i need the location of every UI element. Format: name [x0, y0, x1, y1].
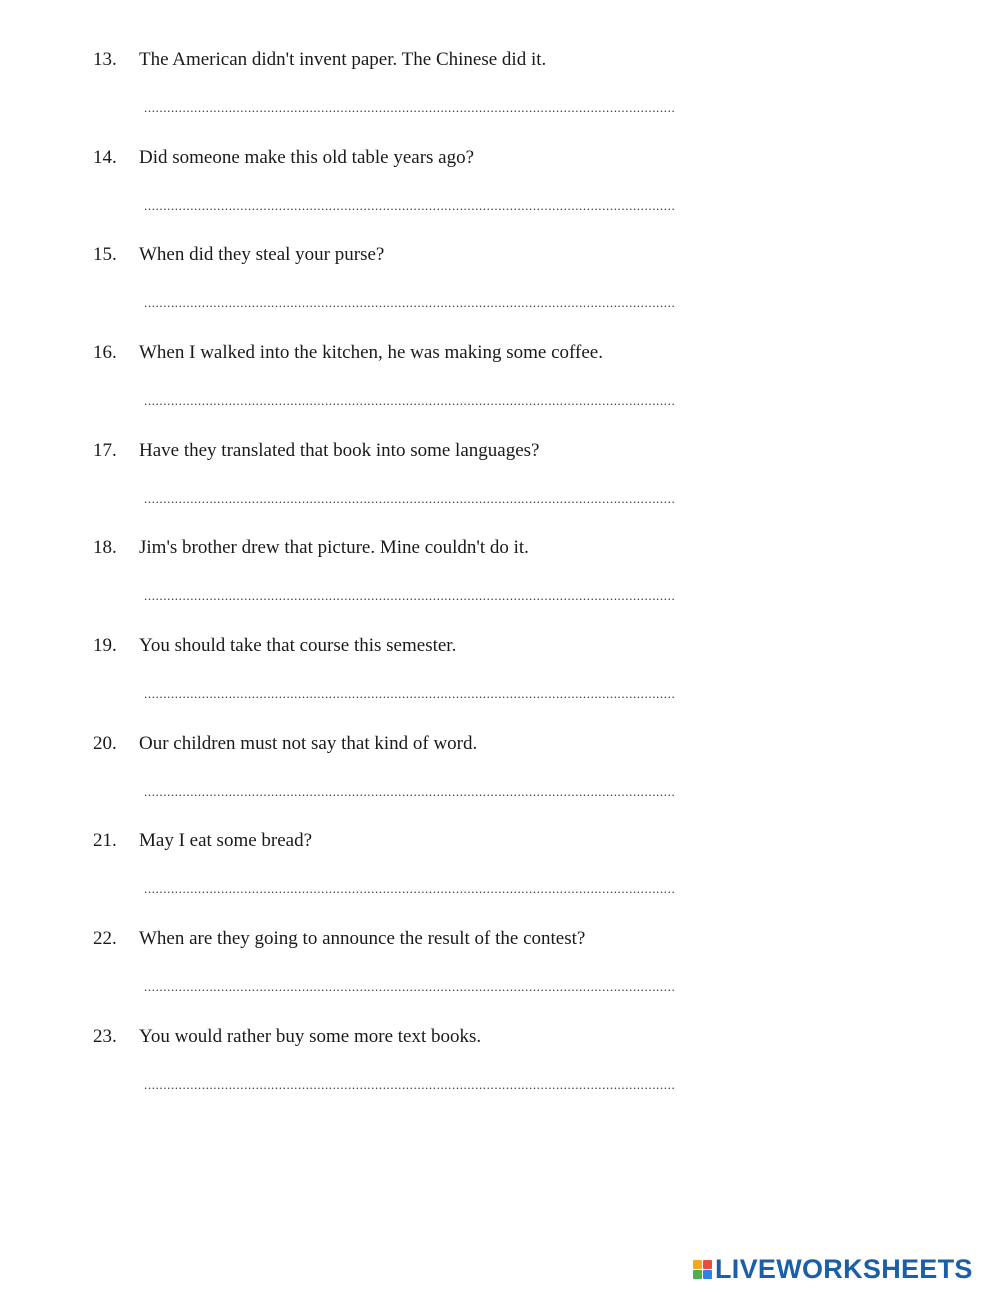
exercise-number: 13. — [93, 49, 117, 70]
logo-squares-icon — [693, 1260, 712, 1279]
exercise-number: 20. — [93, 733, 117, 754]
logo-square-1 — [693, 1260, 702, 1269]
exercise-number: 15. — [93, 244, 117, 265]
exercise-item-18 — [0, 537, 1000, 635]
answer-input-21[interactable]: .......................................................................................................................................... — [144, 882, 676, 896]
logo-square-2 — [703, 1260, 712, 1269]
exercise-sentence: The American didn't invent paper. The Chinese did it. — [139, 49, 547, 70]
answer-input-22[interactable]: .......................................................................................................................................... — [144, 980, 676, 994]
exercise-sentence: Did someone make this old table years ago? — [139, 147, 475, 168]
exercise-sentence: May I eat some bread? — [139, 830, 313, 851]
exercise-item-22 — [0, 928, 1000, 1026]
exercise-sentence: You should take that course this semester. — [139, 635, 457, 656]
exercise-item-19 — [0, 635, 1000, 733]
liveworksheets-logo — [693, 1256, 973, 1282]
exercise-sentence: Have they translated that book into some languages? — [139, 440, 540, 461]
exercise-number: 19. — [93, 635, 117, 656]
exercise-sentence: Our children must not say that kind of word. — [139, 733, 478, 754]
exercise-sentence: Jim's brother drew that picture. Mine couldn't do it. — [139, 537, 529, 558]
exercise-item-21 — [0, 830, 1000, 928]
exercise-item-17 — [0, 440, 1000, 538]
answer-input-19[interactable]: .......................................................................................................................................... — [144, 687, 676, 701]
answer-input-15[interactable]: .......................................................................................................................................... — [144, 296, 676, 310]
exercise-number: 18. — [93, 537, 117, 558]
answer-input-23[interactable]: .......................................................................................................................................... — [144, 1078, 676, 1092]
exercise-number: 22. — [93, 928, 117, 949]
exercise-item-16 — [0, 342, 1000, 440]
exercise-number: 17. — [93, 440, 117, 461]
exercise-item-20 — [0, 733, 1000, 831]
logo-square-4 — [703, 1270, 712, 1279]
exercise-sentence: When did they steal your purse? — [139, 244, 385, 265]
logo-square-3 — [693, 1270, 702, 1279]
answer-input-13[interactable]: .......................................................................................................................................... — [144, 101, 676, 115]
exercise-item-23 — [0, 1026, 1000, 1124]
exercise-number: 21. — [93, 830, 117, 851]
exercise-item-13 — [0, 49, 1000, 147]
answer-input-17[interactable]: .......................................................................................................................................... — [144, 492, 676, 506]
exercise-sentence: You would rather buy some more text books. — [139, 1026, 482, 1047]
answer-input-14[interactable]: .......................................................................................................................................... — [144, 199, 676, 213]
exercise-number: 16. — [93, 342, 117, 363]
answer-input-20[interactable]: .......................................................................................................................................... — [144, 785, 676, 799]
exercise-item-15 — [0, 244, 1000, 342]
exercise-item-14 — [0, 147, 1000, 245]
exercise-number: 14. — [93, 147, 117, 168]
logo-text: LIVEWORKSHEETS — [715, 1254, 973, 1284]
answer-input-18[interactable]: .......................................................................................................................................... — [144, 589, 676, 603]
answer-input-16[interactable]: .......................................................................................................................................... — [144, 394, 676, 408]
exercise-sentence: When I walked into the kitchen, he was making some coffee. — [139, 342, 603, 363]
exercise-sentence: When are they going to announce the result of the contest? — [139, 928, 586, 949]
exercise-number: 23. — [93, 1026, 117, 1047]
